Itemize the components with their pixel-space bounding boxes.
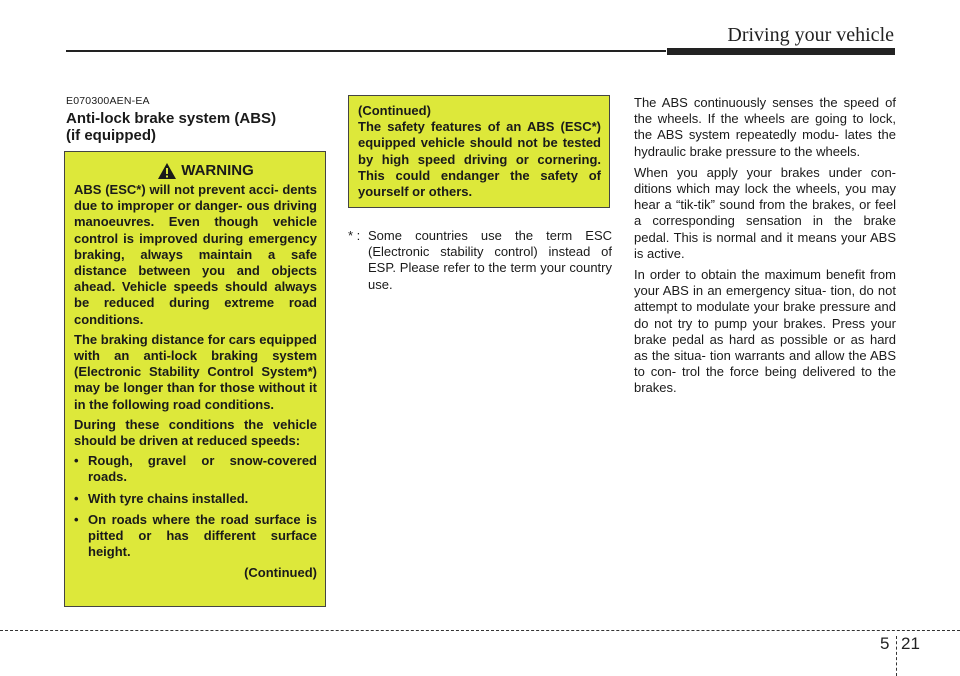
continued-warning-box <box>348 95 610 208</box>
warning-bullet-list <box>74 453 317 560</box>
footnote-text: Some countries use the term ESC (Electronic stability control) instead of ESP. Please refer to the term your country use. <box>368 228 612 292</box>
body-paragraph-2: When you apply your brakes under con- ditions which may lock the wheels, you may hear a “tik-tik” sound from the brakes, or feel a corresponding sensation in the brake pedal. This is normal and it means your ABS is active. <box>634 164 896 261</box>
warning-triangle-icon <box>157 162 177 180</box>
warning-continued-label: (Continued) <box>244 565 317 581</box>
body-text-column <box>634 95 896 402</box>
continued-heading: (Continued) <box>358 103 431 118</box>
warning-bullet: • With tyre chains installed. <box>74 491 317 507</box>
section-code: E070300AEN-EA <box>66 95 150 107</box>
section-title-line1: Anti-lock brake system (ABS) <box>66 110 277 127</box>
header-title: Driving your vehicle <box>727 24 894 46</box>
section-title-line2: (if equipped) <box>66 127 156 144</box>
page-number: 21 <box>901 634 920 653</box>
warning-paragraph-3: During these conditions the vehicle should be driven at reduced speeds: <box>74 416 317 449</box>
footnote <box>348 228 612 293</box>
header-rule <box>66 50 666 52</box>
continued-text: The safety features of an ABS (ESC*) equipped vehicle should not be tested by high speed driving or cornering. This could endanger the safety of yourself or others. <box>358 119 601 200</box>
warning-paragraph-1: ABS (ESC*) will not prevent acci- dents due to improper or danger- ous driving manoeuvres. Even though vehicle control is improved during emergency braking, always maintain a safe distance between you and objects ahead. Vehicle speeds should always be reduced during extreme road conditions. <box>74 182 317 327</box>
warning-heading <box>94 162 317 180</box>
page-number-separator <box>896 636 897 676</box>
warning-paragraph-2: The braking distance for cars equipped with an anti-lock braking system (Electronic Stability Control System*) may be longer than for those without it in the following road conditions. <box>74 331 317 412</box>
section-number: 5 <box>880 634 890 653</box>
footer-rule <box>0 630 960 631</box>
footnote-mark: * : <box>348 228 361 243</box>
body-paragraph-1: The ABS continuously senses the speed of the wheels. If the wheels are going to lock, the ABS system repeatedly modu- lates the hydraulic brake pressure to the wheels. <box>634 95 896 159</box>
section-title <box>66 110 326 144</box>
warning-bullet: • On roads where the road surface is pitted or has different surface height. <box>74 512 317 561</box>
body-paragraph-3: In order to obtain the maximum benefit from your ABS in an emergency situa- tion, do not attempt to modulate your brake pressure and do not try to pump your brakes. Press your brake pedal as hard as possible or as hard as the situa- tion warrants and allow the ABS to con- trol the force being delivered to the brakes. <box>634 267 896 396</box>
warning-box <box>64 151 326 607</box>
warning-heading-label: WARNING <box>181 161 254 179</box>
warning-bullet: • Rough, gravel or snow-covered roads. <box>74 453 317 485</box>
header-bar <box>667 48 895 55</box>
